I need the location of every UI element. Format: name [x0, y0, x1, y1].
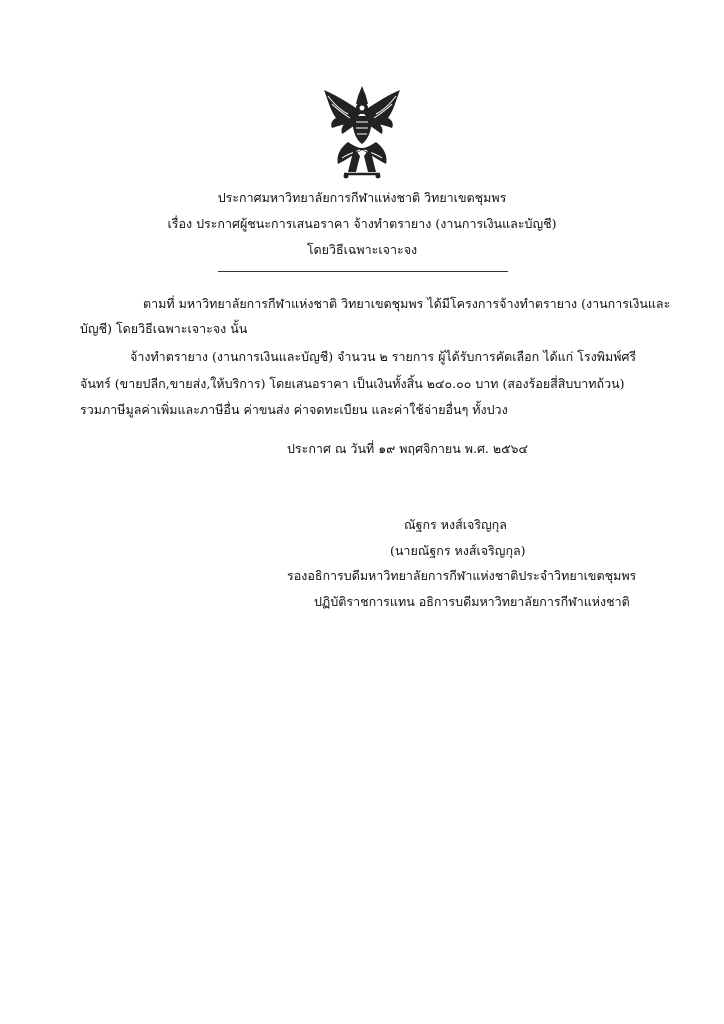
announcement-date: ประกาศ ณ วันที่ ๑๙ พฤศจิกายน พ.ศ. ๒๕๖๔ — [287, 441, 528, 456]
paragraph-2-line-3: รวมภาษีมูลค่าเพิ่มและภาษีอื่น ค่าขนส่ง ค่าจดทะเบียน และค่าใช้จ่ายอื่นๆ ทั้งปวง — [80, 402, 508, 417]
announcement-title: ประกาศมหาวิทยาลัยการกีฬาแห่งชาติ วิทยาเขตชุมพร — [217, 190, 507, 205]
signatory-acting-on-behalf: ปฏิบัติราชการแทน อธิการบดีมหาวิทยาลัยการกีฬาแห่งชาติ — [314, 594, 630, 609]
announcement-subject: เรื่อง ประกาศผู้ชนะการเสนอราคา จ้างทำตรายาง (งานการเงินและบัญชี) — [167, 216, 557, 231]
garuda-emblem-icon — [312, 82, 412, 182]
paragraph-2-line-1: จ้างทำตรายาง (งานการเงินและบัญชี) จำนวน ๒ รายการ ผู้ได้รับการคัดเลือก ได้แก่ โรงพิมพ์ศรี — [130, 349, 637, 364]
signature-full-name: (นายณัฐกร หงส์เจริญกุล) — [390, 543, 526, 558]
signature-name: ณัฐกร หงส์เจริญกุล — [404, 517, 507, 532]
paragraph-2-line-2: จันทร์ (ขายปลีก,ขายส่ง,ให้บริการ) โดยเสนอราคา เป็นเงินทั้งสิ้น ๒๔๐.๐๐ บาท (สองร้อยสี่สิบบาทถ้วน) — [80, 376, 625, 391]
paragraph-1-line-1: ตามที่ มหาวิทยาลัยการกีฬาแห่งชาติ วิทยาเขตชุมพร ได้มีโครงการจ้างทำตรายาง (งานการเงินและ — [143, 296, 671, 311]
header-separator — [218, 271, 508, 272]
procurement-method: โดยวิธีเฉพาะเจาะจง — [306, 242, 418, 257]
signatory-position: รองอธิการบดีมหาวิทยาลัยการกีฬาแห่งชาติประจำวิทยาเขตชุมพร — [287, 568, 637, 583]
paragraph-1-line-2: บัญชี) โดยวิธีเฉพาะเจาะจง นั้น — [80, 321, 248, 336]
